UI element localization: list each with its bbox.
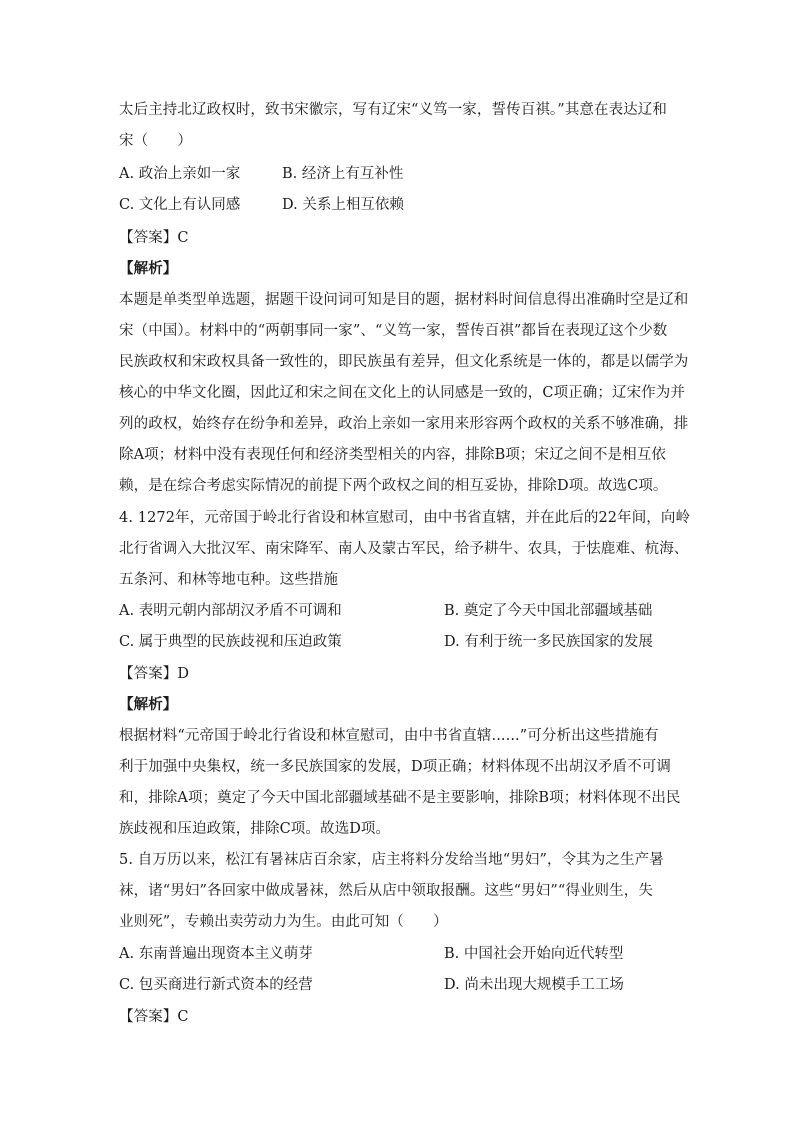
q3-analysis-line-3: 民族政权和宋政权具备一致性的，即民族虽有差异，但文化系统是一体的，都是以儒学为 bbox=[119, 354, 689, 370]
q4-stem-line-1: 4. 1272年，元帝国于岭北行省设和林宣慰司，由中书省直辖，并在此后的22年间，向岭 bbox=[119, 510, 691, 526]
q5-option-d: D. 尚未出现大规模手工工场 bbox=[444, 977, 624, 993]
q4-option-c: C. 属于典型的民族歧视和压迫政策 bbox=[119, 634, 342, 650]
q4-stem-line-3: 五条河、和林等地屯种。这些措施 bbox=[119, 572, 338, 588]
q3-option-c: C. 文化上有认同感 bbox=[119, 197, 241, 213]
q5-option-a: A. 东南普遍出现资本主义萌芽 bbox=[119, 946, 313, 962]
q4-analysis-label: 【解析】 bbox=[119, 696, 178, 713]
q3-option-d: D. 关系上相互依赖 bbox=[282, 197, 404, 213]
q4-option-a: A. 表明元朝内部胡汉矛盾不可调和 bbox=[119, 603, 342, 619]
q4-analysis-line-1: 根据材料“元帝国于岭北行省设和林宣慰司，由中书省直辖......”可分析出这些措施有 bbox=[119, 728, 659, 744]
q4-option-b: B. 奠定了今天中国北部疆域基础 bbox=[444, 603, 653, 619]
q4-analysis-line-2: 利于加强中央集权，统一多民族国家的发展，D项正确；材料体现不出胡汉矛盾不可调 bbox=[119, 759, 671, 775]
q3-answer: 【答案】C bbox=[119, 230, 189, 246]
q4-analysis-line-4: 族歧视和压迫政策，排除C项。故选D项。 bbox=[119, 821, 391, 837]
q3-analysis-line-1: 本题是单类型单选题，据题干设问词可知是目的题，据材料时间信息得出准确时空是辽和 bbox=[119, 292, 689, 308]
q4-option-d: D. 有利于统一多民族国家的发展 bbox=[444, 634, 653, 650]
q4-answer: 【答案】D bbox=[119, 666, 190, 682]
q5-stem-line-1: 5. 自万历以来，松江有暑袜店百余家，店主将料分发给当地“男妇”，令其为之生产暑 bbox=[119, 852, 664, 868]
q3-stem-line-1: 太后主持北辽政权时，致书宋徽宗，写有辽宋“义笃一家，誓传百祺。”其意在表达辽和 bbox=[119, 102, 667, 118]
q3-option-a: A. 政治上亲如一家 bbox=[119, 166, 241, 182]
q3-analysis-line-4: 核心的中华文化圈，因此辽和宋之间在文化上的认同感是一致的，C项正确；辽宋作为并 bbox=[119, 385, 685, 401]
q5-option-c: C. 包买商进行新式资本的经营 bbox=[119, 977, 313, 993]
q3-analysis-label: 【解析】 bbox=[119, 260, 178, 277]
q3-analysis-line-6: 除A项；材料中没有表现任何和经济类型相关的内容，排除B项；宋辽之间不是相互依 bbox=[119, 447, 666, 463]
q5-answer: 【答案】C bbox=[119, 1009, 189, 1025]
q3-analysis-line-2: 宋（中国）。材料中的“两朝事同一家”、“义笃一家，誓传百祺”都旨在表现辽这个少数 bbox=[119, 323, 668, 339]
q3-stem-line-2: 宋（ ） bbox=[119, 133, 192, 149]
q3-analysis-line-5: 列的政权，始终存在纷争和差异，政治上亲如一家用来形容两个政权的关系不够准确，排 bbox=[119, 416, 689, 432]
q4-analysis-line-3: 和，排除A项；奠定了今天中国北部疆域基础不是主要影响，排除B项；材料体现不出民 bbox=[119, 790, 681, 806]
q4-stem-line-2: 北行省调入大批汉军、南宋降军、南人及蒙古军民，给予耕牛、农具，于怯鹿难、杭海、 bbox=[119, 541, 689, 557]
q5-stem-line-3: 业则死”，专赖出卖劳动力为生。由此可知（ ） bbox=[119, 914, 448, 930]
q5-stem-line-2: 袜，诸“男妇”各回家中做成暑袜，然后从店中领取报酬。这些“男妇”“得业则生，失 bbox=[119, 883, 653, 899]
q5-option-b: B. 中国社会开始向近代转型 bbox=[444, 946, 624, 962]
q3-option-b: B. 经济上有互补性 bbox=[282, 166, 404, 182]
q3-analysis-line-7: 赖，是在综合考虑实际情况的前提下两个政权之间的相互妥协，排除D项。故选C项。 bbox=[119, 478, 668, 494]
